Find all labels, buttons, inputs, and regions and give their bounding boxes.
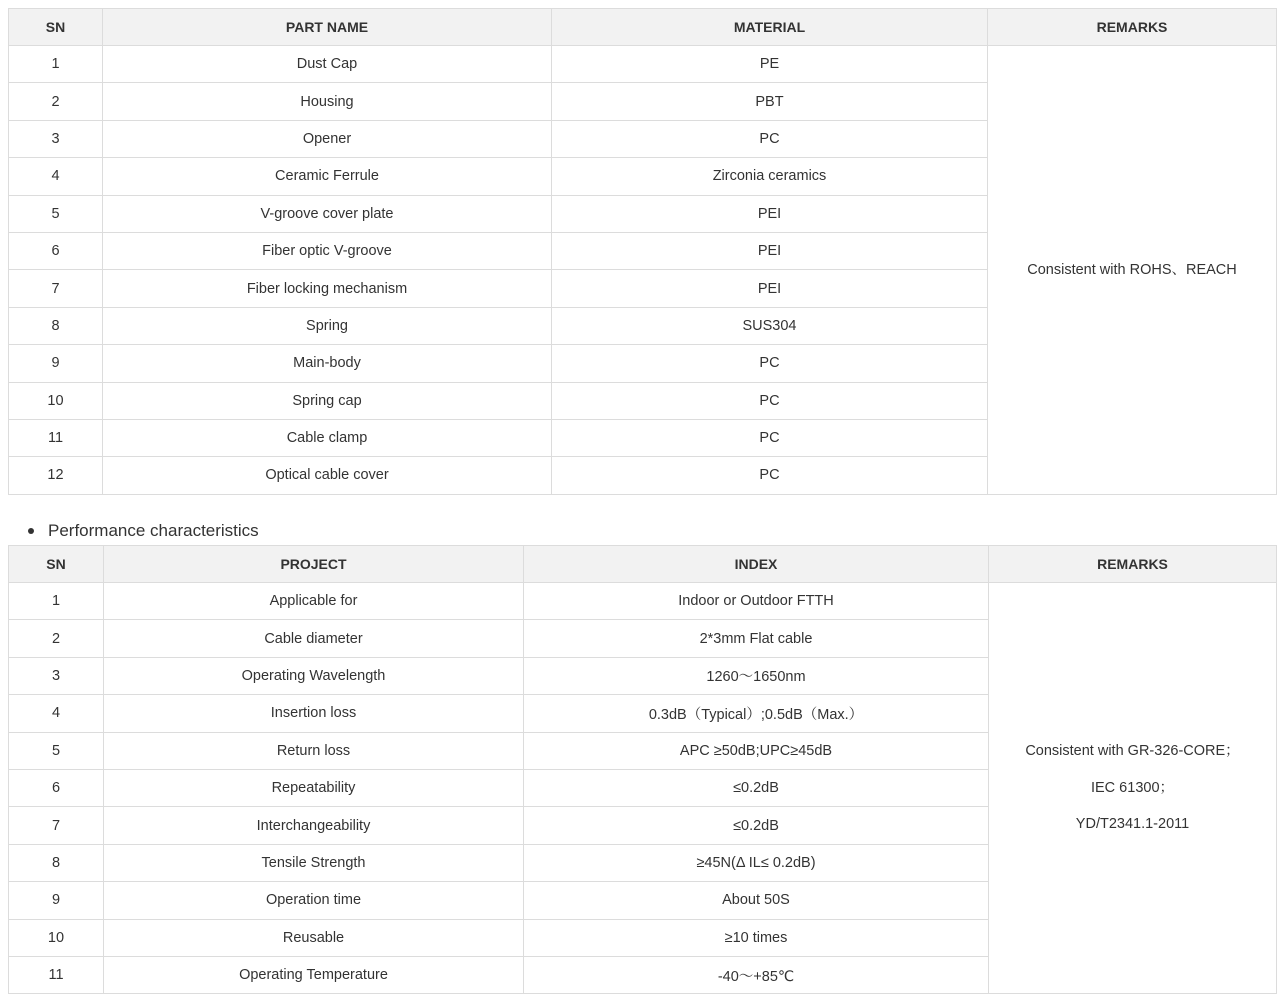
cell-sn: 10 — [9, 382, 103, 419]
header-remarks: REMARKS — [989, 546, 1277, 583]
cell-material: PEI — [552, 232, 988, 269]
header-sn: SN — [9, 9, 103, 46]
cell-project: Interchangeability — [104, 807, 524, 844]
cell-sn: 7 — [9, 270, 103, 307]
cell-part-name: Fiber locking mechanism — [103, 270, 552, 307]
cell-index: 1260～1650nm — [524, 657, 989, 694]
header-index: INDEX — [524, 546, 989, 583]
cell-project: Tensile Strength — [104, 844, 524, 881]
cell-sn: 9 — [9, 882, 104, 919]
bullet-icon — [28, 528, 34, 534]
performance-heading-text: Performance characteristics — [48, 521, 259, 540]
cell-part-name: Housing — [103, 83, 552, 120]
cell-sn: 6 — [9, 232, 103, 269]
cell-project: Insertion loss — [104, 695, 524, 732]
cell-project: Reusable — [104, 919, 524, 956]
cell-sn: 1 — [9, 46, 103, 83]
cell-sn: 9 — [9, 345, 103, 382]
cell-index: About 50S — [524, 882, 989, 919]
cell-remarks — [989, 583, 1277, 994]
performance-heading-item — [28, 518, 259, 544]
cell-material: PEI — [552, 270, 988, 307]
cell-material: PC — [552, 457, 988, 494]
cell-material: PBT — [552, 83, 988, 120]
performance-section-heading — [28, 518, 259, 544]
cell-material: PC — [552, 345, 988, 382]
cell-index: ≤0.2dB — [524, 807, 989, 844]
header-remarks: REMARKS — [988, 9, 1277, 46]
cell-index: ≤0.2dB — [524, 769, 989, 806]
performance-table — [8, 545, 1277, 994]
cell-sn: 5 — [9, 732, 104, 769]
table-header-row — [9, 9, 1277, 46]
cell-part-name: Optical cable cover — [103, 457, 552, 494]
table-header-row — [9, 546, 1277, 583]
cell-material: PEI — [552, 195, 988, 232]
parts-material-table — [8, 8, 1277, 495]
cell-part-name: Spring — [103, 307, 552, 344]
cell-material: PC — [552, 120, 988, 157]
cell-part-name: Ceramic Ferrule — [103, 158, 552, 195]
cell-index: 2*3mm Flat cable — [524, 620, 989, 657]
cell-sn: 6 — [9, 769, 104, 806]
cell-material: PC — [552, 419, 988, 456]
cell-part-name: Fiber optic V-groove — [103, 232, 552, 269]
cell-part-name: Main-body — [103, 345, 552, 382]
cell-project: Return loss — [104, 732, 524, 769]
cell-sn: 11 — [9, 419, 103, 456]
cell-material: SUS304 — [552, 307, 988, 344]
cell-index: ≥45N(Δ IL≤ 0.2dB) — [524, 844, 989, 881]
cell-project: Cable diameter — [104, 620, 524, 657]
remarks-line: YD/T2341.1-2011 — [1075, 816, 1190, 833]
header-material: MATERIAL — [552, 9, 988, 46]
cell-sn: 2 — [9, 620, 104, 657]
cell-part-name: V-groove cover plate — [103, 195, 552, 232]
cell-index: Indoor or Outdoor FTTH — [524, 583, 989, 620]
remarks-line: IEC 61300； — [1090, 779, 1175, 796]
cell-index: ≥10 times — [524, 919, 989, 956]
cell-part-name: Opener — [103, 120, 552, 157]
cell-part-name: Dust Cap — [103, 46, 552, 83]
cell-sn: 4 — [9, 695, 104, 732]
cell-sn: 8 — [9, 307, 103, 344]
cell-sn: 8 — [9, 844, 104, 881]
cell-sn: 1 — [9, 583, 104, 620]
cell-sn: 5 — [9, 195, 103, 232]
cell-part-name: Spring cap — [103, 382, 552, 419]
cell-sn: 7 — [9, 807, 104, 844]
cell-material: Zirconia ceramics — [552, 158, 988, 195]
cell-project: Operating Temperature — [104, 956, 524, 993]
cell-sn: 4 — [9, 158, 103, 195]
cell-index: APC ≥50dB;UPC≥45dB — [524, 732, 989, 769]
cell-project: Operation time — [104, 882, 524, 919]
cell-project: Operating Wavelength — [104, 657, 524, 694]
cell-part-name: Cable clamp — [103, 419, 552, 456]
header-project: PROJECT — [104, 546, 524, 583]
remarks-text: Consistent with ROHS、REACH — [1027, 261, 1237, 278]
header-part-name: PART NAME — [103, 9, 552, 46]
cell-sn: 11 — [9, 956, 104, 993]
cell-project: Applicable for — [104, 583, 524, 620]
table-row — [9, 583, 1277, 620]
cell-sn: 12 — [9, 457, 103, 494]
cell-remarks — [988, 46, 1277, 495]
cell-index: 0.3dB（Typical）;0.5dB（Max.） — [524, 695, 989, 732]
cell-material: PE — [552, 46, 988, 83]
cell-sn: 2 — [9, 83, 103, 120]
cell-sn: 3 — [9, 657, 104, 694]
cell-material: PC — [552, 382, 988, 419]
header-sn: SN — [9, 546, 104, 583]
cell-sn: 3 — [9, 120, 103, 157]
cell-index: -40～+85℃ — [524, 956, 989, 993]
remarks-line: Consistent with GR-326-CORE； — [1025, 743, 1240, 760]
cell-sn: 10 — [9, 919, 104, 956]
cell-project: Repeatability — [104, 769, 524, 806]
table-row — [9, 46, 1277, 83]
